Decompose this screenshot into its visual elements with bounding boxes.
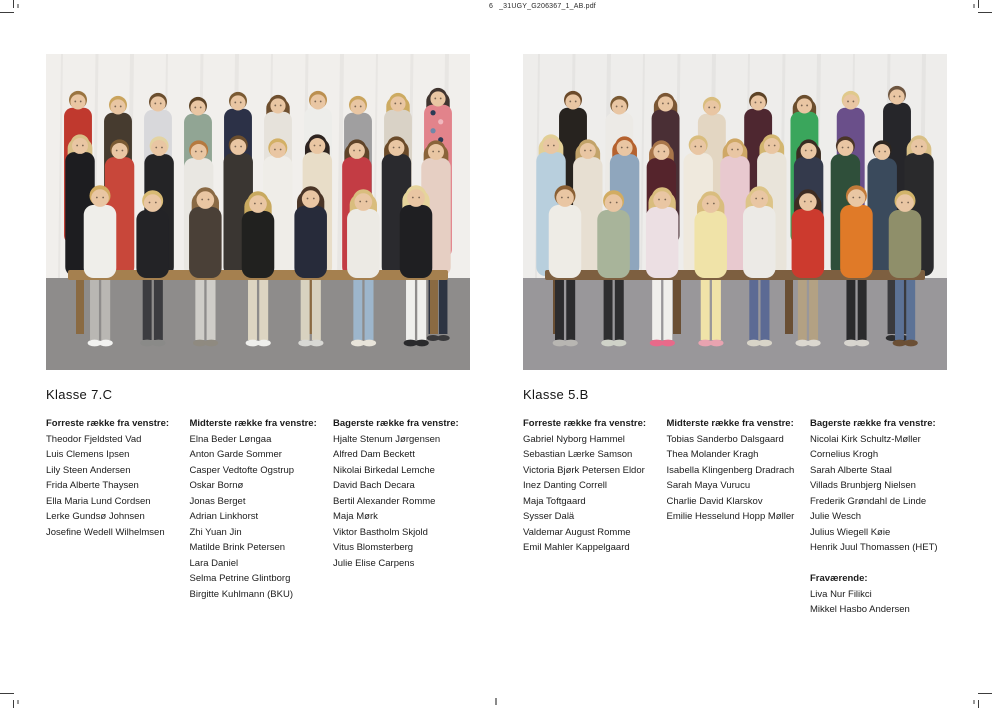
student-name: Valdemar August Romme [523, 526, 631, 538]
name-columns [523, 416, 947, 618]
student-name: Isabella Klingenberg Dradrach [666, 464, 795, 476]
name-column [810, 416, 954, 618]
student-name: Lily Steen Andersen [46, 464, 131, 476]
student-name: Vitus Blomsterberg [333, 542, 414, 553]
crop-mark-top-right-vertical [978, 0, 979, 8]
student-name: Villads Brunbjerg Nielsen [810, 480, 916, 491]
student-name: Josefine Wedell Wilhelmsen [46, 526, 165, 538]
student-name: Viktor Bastholm Skjold [333, 526, 428, 538]
crop-mark-top-right-dot [973, 4, 975, 8]
crop-mark-top-left-vertical [13, 0, 14, 8]
pdf-filename-header [489, 3, 596, 10]
student-name: Frederik Grøndahl de Linde [810, 495, 927, 507]
spread-page-left [46, 54, 470, 602]
student-name: Birgitte Kuhlmann (BKU) [189, 588, 293, 600]
crop-mark-bottom-right-vertical [978, 700, 979, 708]
name-column [46, 416, 190, 602]
column-header: Midterste række fra venstre: [666, 418, 794, 429]
student-name: Emilie Hesselund Hopp Møller [666, 511, 795, 522]
student-name: Charlie David Klarskov [666, 495, 763, 507]
student-name: Adrian Linkhorst [189, 511, 259, 522]
student-name: Sysser Dalä [523, 511, 575, 522]
student-name: Ella Maria Lund Cordsen [46, 495, 151, 507]
student-name: Oskar Bornø [189, 480, 244, 491]
class-photo [46, 54, 470, 370]
crop-mark-top-right-horizontal [978, 12, 992, 13]
student-name: Sarah Maya Vurucu [666, 480, 751, 491]
student-name: Alfred Dam Beckett [333, 449, 415, 460]
crop-mark-bottom-left-dot [17, 700, 19, 704]
student-name: Selma Petrine Glintborg [189, 573, 291, 584]
crop-mark-top-left-dot [17, 4, 19, 8]
spread-page-right [523, 54, 947, 618]
page-number: 6 [489, 3, 494, 10]
center-fold-mark [495, 698, 497, 705]
column-header: Midterste række fra venstre: [189, 418, 317, 429]
student-name: Anton Garde Sommer [189, 449, 282, 460]
student-name: Gabriel Nyborg Hammel [523, 433, 625, 445]
student-name: Lara Daniel [189, 557, 239, 569]
crop-mark-bottom-left-vertical [13, 700, 14, 708]
student-name: Matilde Brink Petersen [189, 542, 286, 553]
student-name: Julie Wesch [810, 511, 862, 522]
column-header: Fraværende: [810, 573, 868, 584]
student-name: Inez Danting Correll [523, 480, 607, 491]
student-name: Theodor Fjeldsted Vad [46, 433, 142, 445]
name-column [190, 416, 334, 602]
name-columns [46, 416, 470, 602]
student-name: Emil Mahler Kappelgaard [523, 542, 630, 553]
name-column [667, 416, 811, 618]
student-name: Zhi Yuan Jin [189, 526, 242, 538]
student-name: Thea Molander Kragh [666, 449, 759, 460]
student-name: Nikolai Birkedal Lemche [333, 464, 435, 476]
student-name: David Bach Decara [333, 480, 415, 491]
student-name: Hjalte Stenum Jørgensen [333, 433, 441, 445]
class-photo [523, 54, 947, 370]
name-column [523, 416, 667, 618]
student-name: Elna Beder Løngaa [189, 433, 272, 445]
crop-mark-top-left-horizontal [0, 12, 14, 13]
column-header: Bagerste række fra venstre: [333, 418, 459, 429]
student-name: Maja Mørk [333, 511, 378, 522]
student-name: Luis Clemens Ipsen [46, 449, 130, 460]
student-name: Frida Alberte Thaysen [46, 480, 139, 491]
student-name: Cornelius Krogh [810, 449, 879, 460]
crop-mark-bottom-left-horizontal [0, 693, 14, 694]
student-name: Jonas Berget [189, 495, 246, 507]
column-header: Forreste række fra venstre: [523, 418, 647, 429]
student-name: Mikkel Hasbo Andersen [810, 604, 910, 615]
class-title: Klasse 5.B [523, 387, 589, 402]
student-name: Victoria Bjørk Petersen Eldor [523, 464, 645, 476]
student-name: Sebastian Lærke Samson [523, 449, 633, 460]
student-name: Maja Toftgaard [523, 495, 586, 507]
student-name: Nicolai Kirk Schultz-Møller [810, 433, 921, 445]
pdf-filename: _31UGY_G206367_1_AB.pdf [499, 3, 596, 10]
student-name: Tobias Sanderbo Dalsgaard [666, 433, 784, 445]
class-title: Klasse 7.C [46, 387, 113, 402]
student-name: Bertil Alexander Romme [333, 495, 436, 507]
student-name: Casper Vedtofte Ogstrup [189, 464, 295, 476]
crop-mark-bottom-right-dot [973, 700, 975, 704]
crop-mark-bottom-right-horizontal [978, 693, 992, 694]
student-name: Julius Wiegell Køie [810, 526, 891, 538]
student-name: Julie Elise Carpens [333, 557, 415, 569]
column-header: Bagerste række fra venstre: [810, 418, 936, 429]
student-name: Lerke Gundsø Johnsen [46, 511, 145, 522]
student-name: Liva Nur Filikci [810, 588, 872, 600]
student-name: Sarah Alberte Staal [810, 464, 892, 476]
student-name: Henrik Juul Thomassen (HET) [810, 542, 938, 553]
column-header: Forreste række fra venstre: [46, 418, 170, 429]
name-column [333, 416, 477, 602]
